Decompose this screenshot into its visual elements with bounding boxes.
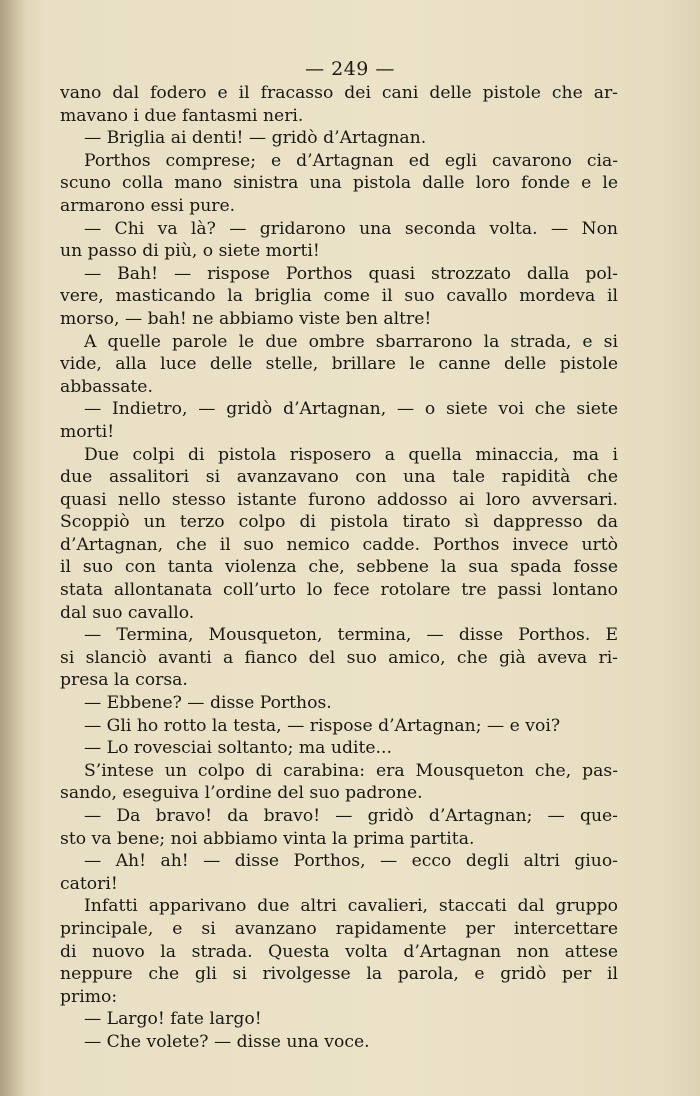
text-line: — Gli ho rotto la testa, — rispose d’Artagnan; — e voi? [84,715,561,736]
text-line: di nuovo la strada. Questa volta d’Artagnan non attese [60,941,618,962]
text-line: — Chi va là? — gridarono una seconda volta. — Non [84,218,618,239]
spine-shadow [0,0,26,1096]
text-line: presa la corsa. [60,670,188,691]
text-line: principale, e si avanzano rapidamente per intercettare [60,918,618,939]
text-line: armarono essi pure. [60,195,236,216]
text-line: Porthos comprese; e d’Artagnan ed egli cavarono cia- [84,150,618,171]
text-line: Due colpi di pistola risposero a quella minaccia, ma i [84,444,618,465]
text-line: neppure che gli si rivolgesse la parola, e gridò per il [60,964,618,985]
text-line: vere, masticando la briglia come il suo cavallo mordeva il [60,286,618,307]
text-line: — Che volete? — disse una voce. [84,1031,370,1052]
text-line: — Termina, Mousqueton, termina, — disse Porthos. E [84,625,618,646]
text-line: vide, alla luce delle stelle, brillare le canne delle pistole [60,354,618,375]
text-line: un passo di più, o siete morti! [60,241,320,262]
text-line: — Indietro, — gridò d’Artagnan, — o siete voi che siete [84,399,618,420]
text-line: — Briglia ai denti! — gridò d’Artagnan. [84,128,427,149]
text-line: Scoppiò un terzo colpo di pistola tirato sì dappresso da [60,512,618,533]
text-line: mavano i due fantasmi neri. [60,105,304,126]
text-line: il suo con tanta violenza che, sebbene la sua spada fosse [60,557,618,578]
text-line: sando, eseguiva l’ordine del suo padrone. [60,783,423,804]
text-line: stata allontanata coll’urto lo fece rotolare tre passi lontano [60,580,618,601]
text-line: vano dal fodero e il fracasso dei cani delle pistole che ar- [60,83,618,103]
text-line: abbassate. [60,376,153,397]
text-line: sto va bene; noi abbiamo vinta la prima partita. [60,828,475,849]
text-line: — Ebbene? — disse Porthos. [84,693,332,714]
text-line: catori! [60,873,118,894]
body-text [60,82,618,1054]
text-line: morso, — bah! ne abbiamo viste ben altre! [60,308,432,329]
text-line: si slanciò avanti a fianco del suo amico, che già aveva ri- [60,647,618,668]
text-line: — Lo rovesciai soltanto; ma udite... [84,738,392,759]
text-line: — Da bravo! da bravo! — gridò d’Artagnan; — que- [84,806,618,826]
page-number: — 249 — [305,58,395,80]
text-line: scuno colla mano sinistra una pistola dalle loro fonde e le [60,173,618,194]
text-line: morti! [60,421,115,442]
text-line: quasi nello stesso istante furono addosso ai loro avversari. [60,489,618,510]
text-line: — Largo! fate largo! [84,1009,262,1030]
text-line: Infatti apparivano due altri cavalieri, staccati dal gruppo [84,896,618,917]
text-line: A quelle parole le due ombre sbarrarono la strada, e si [84,331,618,352]
text-line: d’Artagnan, che il suo nemico cadde. Porthos invece urtò [60,534,618,555]
text-line: due assalitori si avanzavano con una tale rapidità che [60,467,618,488]
text-line: S’intese un colpo di carabina: era Mousqueton che, pas- [84,760,618,781]
text-line: — Bah! — rispose Porthos quasi strozzato dalla pol- [84,263,618,284]
text-line: dal suo cavallo. [60,602,195,623]
text-line: — Ah! ah! — disse Porthos, — ecco degli altri giuo- [84,851,618,872]
text-line: primo: [60,986,118,1007]
